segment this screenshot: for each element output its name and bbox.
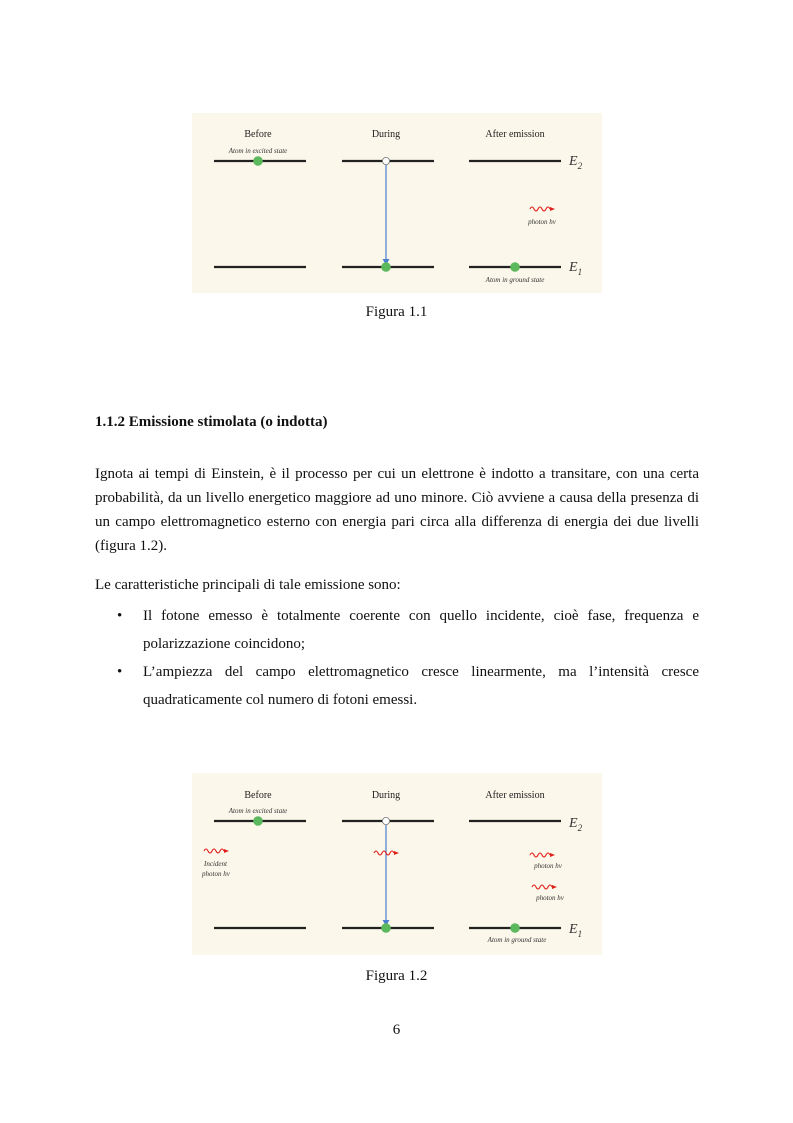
list-item <box>95 658 699 714</box>
ground-atom <box>510 923 520 933</box>
during-label: During <box>371 129 401 140</box>
after-emission-label: After emission <box>485 129 545 140</box>
list-item-text: L’ampiezza del campo elettromagnetico cresce linearmente, ma l’intensità cresce quadraticamente col numero di fotoni emessi. <box>143 664 699 708</box>
atom-excited-label: Atom in excited state <box>228 147 288 155</box>
characteristics-intro: Le caratteristiche principali di tale emissione sono: <box>95 577 401 593</box>
excited-atom <box>253 816 263 826</box>
incident-photon-arrow <box>224 849 229 853</box>
atom-excited-label: Atom in excited state <box>228 807 288 815</box>
incident-photon-wave <box>204 849 224 853</box>
empty-state <box>382 157 389 164</box>
incident-label-line2: photon hν <box>202 870 230 878</box>
photon-label-1: photon hν <box>534 862 562 870</box>
atom-ground-label: Atom in ground state <box>487 936 547 944</box>
before-label: Before <box>244 129 272 140</box>
bullet-symbol: • <box>117 664 123 680</box>
section-heading: 1.1.2 Emissione stimolata (o indotta) <box>95 414 328 430</box>
e1-label: $E_1$ <box>569 260 583 277</box>
photon-label-2: photon hν <box>536 894 564 902</box>
section-paragraph: Ignota ai tempi di Einstein, è il processo per cui un elettrone è indotto a transitare, con una certa probabilità, da un livello energetico maggiore ad uno minore. Ciò avviene a causa della presenza di un campo elettromagnetico esterno con energia pari circa alla differenza di energia dei due livelli (figura 1.2). <box>95 466 699 554</box>
incident-label-line1: Incident <box>204 860 227 868</box>
excited-atom <box>253 156 263 166</box>
after-emission-label: After emission <box>485 790 545 801</box>
page-number: 6 <box>392 1022 401 1038</box>
after-photon-wave-1 <box>530 853 550 857</box>
during-photon-wave <box>374 851 394 855</box>
photon-arrow <box>550 207 555 211</box>
empty-state <box>382 817 389 824</box>
during-ground-atom <box>381 923 391 933</box>
list-item-text: Il fotone emesso è totalmente coerente con quello incidente, cioè fase, frequenza e polarizzazione coincidono; <box>143 608 699 652</box>
ground-atom <box>510 262 520 272</box>
e2-label: $E_2$ <box>569 816 583 833</box>
characteristics-list <box>95 602 699 714</box>
before-label: Before <box>244 790 272 801</box>
photon-label: photon hν <box>528 218 556 226</box>
figure-1-1-caption: Figura 1.1 <box>365 304 428 320</box>
after-photon-wave-2 <box>532 885 552 889</box>
list-item <box>95 602 699 658</box>
stimulated-emission-diagram <box>192 773 602 955</box>
bullet-symbol: • <box>117 608 123 624</box>
photon-wave <box>530 207 550 211</box>
after-photon-arrow-1 <box>550 853 555 857</box>
spontaneous-emission-diagram <box>192 113 602 293</box>
atom-ground-label: Atom in ground state <box>485 276 545 284</box>
figure-1-2 <box>192 773 602 955</box>
during-photon-arrow <box>394 851 399 855</box>
figure-1-2-caption: Figura 1.2 <box>365 968 428 984</box>
during-label: During <box>371 790 401 801</box>
e2-label: $E_2$ <box>569 154 583 171</box>
after-photon-arrow-2 <box>552 885 557 889</box>
during-ground-atom <box>381 262 391 272</box>
e1-label: $E_1$ <box>569 922 583 939</box>
figure-1-1 <box>192 113 602 293</box>
